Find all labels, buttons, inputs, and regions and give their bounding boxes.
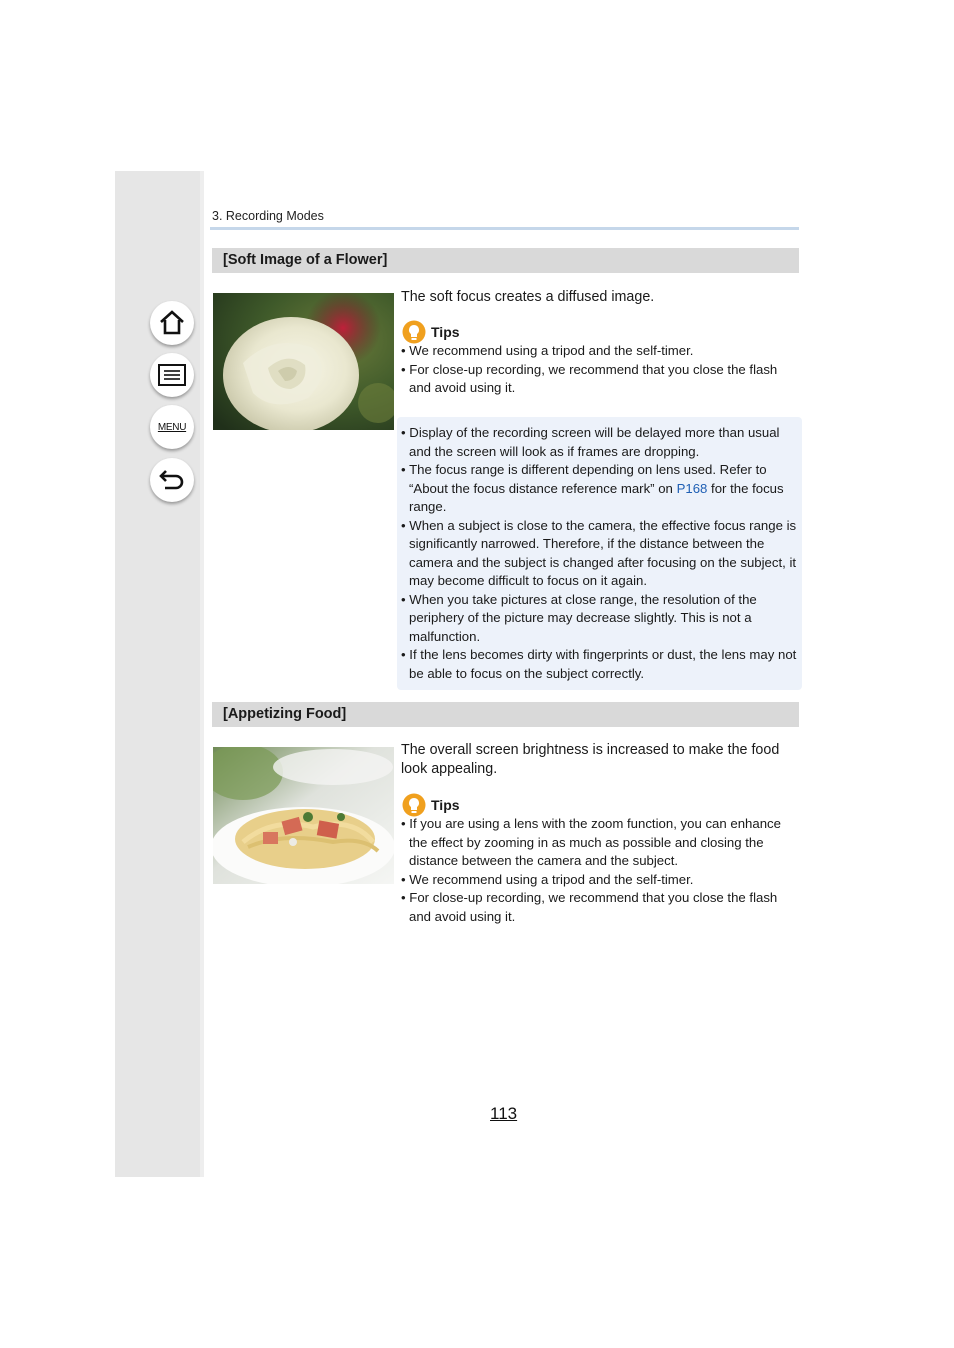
list-item: • Display of the recording screen will be delayed more than usual and the screen will look as if frames are dropping.	[401, 425, 780, 459]
menu-button[interactable]	[150, 405, 194, 449]
tips-label: Tips	[431, 797, 460, 813]
tips-heading	[402, 793, 460, 817]
list-item: • The focus range is different depending on lens used. Refer to “About the focus distance reference mark” on P168 for the focus range.	[401, 462, 784, 514]
home-button[interactable]	[150, 301, 194, 345]
list-item: • For close-up recording, we recommend that you close the flash and avoid using it.	[401, 361, 778, 395]
food-tips-list	[401, 815, 800, 926]
page-link-p168[interactable]: P168	[676, 480, 708, 496]
list-item: • For close-up recording, we recommend that you close the flash and avoid using it.	[401, 890, 778, 924]
note-box	[397, 417, 802, 690]
section-heading-food: [Appetizing Food]	[212, 702, 799, 727]
lightbulb-icon	[402, 320, 426, 344]
section-heading-flower: [Soft Image of a Flower]	[212, 248, 799, 273]
notes-list	[401, 424, 799, 683]
list-icon	[157, 363, 187, 387]
tips-heading	[402, 320, 460, 344]
back-button[interactable]	[150, 458, 194, 502]
list-item: • When you take pictures at close range, the resolution of the periphery of the picture may decrease slightly. This is not a malfunction.	[401, 591, 757, 644]
back-arrow-icon	[158, 467, 186, 493]
list-item: • We recommend using a tripod and the self-timer.	[401, 871, 694, 887]
list-item: • When a subject is close to the camera, the effective focus range is significantly narrowed. Therefore, if the distance between the camera and the subject is changed after focusing on the subject, it may become difficult to focus on it again.	[401, 517, 797, 588]
breadcrumb-rule	[210, 227, 799, 230]
home-icon	[158, 309, 186, 337]
food-description: The overall screen brightness is increased to make the food look appealing.	[401, 742, 780, 777]
sidebar-edge	[200, 171, 204, 1177]
contents-button[interactable]	[150, 353, 194, 397]
list-item: • We recommend using a tripod and the self-timer.	[401, 343, 694, 358]
flower-photo	[213, 293, 394, 430]
flower-description: The soft focus creates a diffused image.	[401, 289, 655, 305]
list-item: • If you are using a lens with the zoom function, you can enhance the effect by zooming in as much as possible and closing the distance between the camera and the subject.	[401, 816, 781, 868]
tips-label: Tips	[431, 324, 460, 340]
page-number: 113	[490, 1104, 518, 1123]
lightbulb-icon	[402, 793, 426, 817]
menu-label: MENU	[157, 421, 187, 433]
list-item: • If the lens becomes dirty with fingerprints or dust, the lens may not be able to focus on the subject correctly.	[401, 647, 797, 681]
breadcrumb: 3. Recording Modes	[212, 209, 324, 223]
food-photo	[213, 747, 394, 884]
flower-tips-list	[401, 342, 800, 398]
